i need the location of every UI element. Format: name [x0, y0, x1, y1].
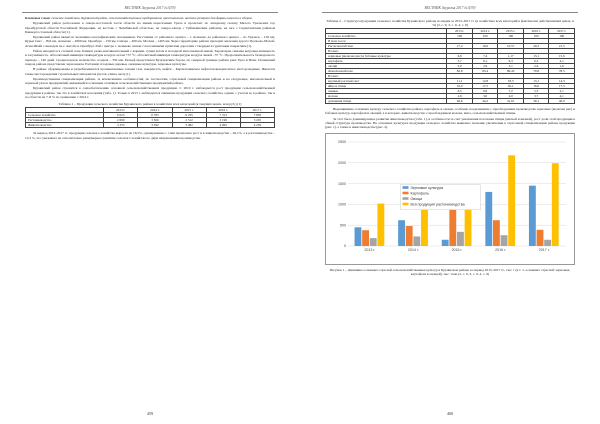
table-cell: 46,6	[447, 99, 473, 104]
table-cell: 39,1	[523, 99, 549, 104]
bar	[552, 163, 559, 246]
table-cell: 5,3	[523, 89, 549, 94]
table-cell: зерновые (включая рис) и бобовые культуры	[326, 54, 447, 59]
left-column	[25, 16, 275, 141]
y-tick-label: 1000	[338, 202, 346, 207]
table-cell: 6 783	[138, 113, 172, 118]
table-cell: 7,4	[472, 54, 498, 59]
table2-body	[326, 34, 575, 104]
table-cell: 2 512	[172, 118, 206, 123]
table-cell: 3 205	[240, 118, 274, 123]
table-cell: 5,7	[447, 59, 473, 64]
y-tick-label: 2000	[338, 160, 346, 165]
table-row	[326, 99, 575, 104]
bar	[355, 227, 362, 246]
table-cell: 40,9	[549, 99, 575, 104]
table-cell: крупный рогатый скот	[326, 79, 447, 84]
table-cell: 6,3	[523, 59, 549, 64]
bar	[485, 192, 492, 246]
table-cell: 6,5	[447, 89, 473, 94]
bar-chart	[325, 133, 575, 265]
table-cell: 18,3	[498, 79, 524, 84]
table-cell: 17,2	[447, 44, 473, 49]
table-cell: Животноводство	[326, 69, 447, 74]
table-cell: 1,6	[549, 64, 575, 69]
table-cell: Сельское хозяйство	[26, 113, 104, 118]
right-column	[325, 16, 575, 277]
table-cell: Растениеводство	[26, 118, 104, 123]
table-header: 2014 г.	[472, 29, 498, 34]
table-cell: 2,6	[523, 64, 549, 69]
table-cell: 4,1	[549, 94, 575, 99]
bar	[406, 226, 413, 246]
table-header: 2014 г.	[138, 108, 172, 113]
table-cell: 2 690	[104, 118, 138, 123]
table-cell: 100	[447, 34, 473, 39]
table-cell: 7 850	[240, 113, 274, 118]
bar	[537, 229, 544, 245]
x-tick-label: 2014 г.	[407, 247, 419, 252]
table-cell: 15,6	[549, 54, 575, 59]
table-cell: 16,6	[472, 44, 498, 49]
paragraph: В районе сформированы и разрабатываются промышленные залежи газа, конденсата, нефти – Карачаганакское нефтегазоконденсатное месторождение, Имеются также месторождения строительных материалов (песок, глина, мел) [1].	[25, 67, 275, 76]
figure-caption: Рисунок 1 – Динамика основных отраслей сельскохозяйственных культур в Бурзянском районе за период 2013–2017 гг., тыс. т (в т. ч. основных отраслей: зерновых, картофеля и овощей), тыс. тонн [2, с. 9, 3, с. 9, 4, с. 9]	[329, 267, 571, 276]
table-header: 2015 г.	[172, 108, 206, 113]
paragraph: Бурзянский район расположен в северо-восточной части области на линии пересечения Урала и пролегает по западному склону Малого Уральских гор Оренбургской области Российской Федерации, на востоке с Челябинской областью, на северо-западе с Туймазинским районом, на юге с Саракташским районом Башкортостанской области [1].	[25, 21, 275, 34]
table-cell: 16,0	[447, 84, 473, 89]
table-header: 2016 г.	[523, 29, 549, 34]
running-head: ВЕСТНИК Зауралья 2017 №3(39)	[124, 6, 176, 10]
table-cell: 4 095	[206, 123, 240, 128]
table-cell: 3 482	[172, 123, 206, 128]
table-cell: молоко	[326, 94, 447, 99]
table-cell: 13,1	[523, 79, 549, 84]
table-cell: Из них:	[326, 74, 447, 79]
table1-caption: Таблица 1 – Продукция сельского хозяйства Бурзянского района в хозяйствах всех категорий (в текущих ценах, млн руб.) [1]	[58, 102, 242, 107]
table-cell: 7 313	[206, 113, 240, 118]
x-tick-label: 2013 г.	[364, 247, 376, 252]
x-tick-label: 2017 г.	[538, 247, 550, 252]
page-number: 459	[146, 411, 154, 416]
table-cell: 17,3	[549, 84, 575, 89]
table-cell: 14,3	[549, 79, 575, 84]
table-cell: 78,5	[549, 69, 575, 74]
bar	[529, 185, 536, 245]
table-cell: 6,9	[472, 89, 498, 94]
legend-label: Картофель	[410, 190, 429, 195]
table-cell: 11,1	[447, 79, 473, 84]
keywords-text: сельское хозяйство, Бурзянский район, сельскохозяйственные предприятия, крестьянские, наличие резервов для формы налогов и сборов.	[51, 16, 253, 20]
table-cell: 89,43	[498, 69, 524, 74]
table-cell: 44,2	[472, 99, 498, 104]
y-tick-label: 500	[340, 223, 346, 228]
keywords-label: Ключевые слова:	[25, 16, 51, 20]
table1	[25, 107, 275, 128]
keywords	[25, 16, 275, 20]
running-head: ВЕСТНИК Зауралья 2017 №3(39)	[424, 6, 476, 10]
x-tick-label: 2016 г.	[495, 247, 507, 252]
header-rule	[322, 12, 578, 13]
table-cell: 12,8	[472, 79, 498, 84]
table-cell: 100	[472, 34, 498, 39]
table-header: 2016 г.	[206, 108, 240, 113]
table-cell: 2,1	[549, 89, 575, 94]
table-cell: 21,5	[549, 44, 575, 49]
table2	[325, 28, 575, 104]
table-cell: 3 300	[138, 118, 172, 123]
table-cell: 41,61	[498, 99, 524, 104]
table-cell: 3 392	[138, 123, 172, 128]
table-cell: 2,9	[472, 64, 498, 69]
y-tick-label: 1500	[338, 181, 346, 186]
table-cell: 13,1	[523, 54, 549, 59]
bar	[457, 232, 464, 246]
table-cell: 3,1	[498, 64, 524, 69]
table-cell: 82,8	[447, 69, 473, 74]
bar	[493, 220, 500, 246]
page-number: 460	[446, 411, 454, 416]
chart-canvas	[326, 134, 574, 264]
table-cell: 6,6	[447, 54, 473, 59]
x-tick-label: 2015 г.	[451, 247, 463, 252]
legend-swatch	[403, 197, 409, 200]
bar	[398, 220, 405, 246]
bar	[501, 235, 508, 246]
table-cell: 20,1	[498, 84, 524, 89]
table-cell: свиньи	[326, 89, 447, 94]
table-cell: 4,0	[498, 94, 524, 99]
paragraph: Производственная специализация района, за исключением особенностей, по частностям, отраслевой специализации района и на следующее, мясомолочный и зерновой уклон предприятий, являющейся основным отличием сельскохозяйственных предприятий района.	[25, 76, 275, 86]
paragraph: Бурзянский район является экономико-географическим положением. Расстояние от районного центра – г. Асекеево до районного центра – по Уральск – 156 км, Курьи Свет – 18,6 км, Асекеево – 2669 км, Оренбург – 150 км, Самара – 400 км, Москва – 1405 км. Через территорию района проходит железная дорога Уральско-Малой-Агин-Шайх с выходом на г. Актобе и Оренбург. Рай с центре г. Асекеево связан с населенными пунктами дорогами с твердым и грунтовым покрытием [1].	[25, 35, 275, 48]
table-cell: 4,1	[549, 59, 575, 64]
table-cell: 6,3	[498, 59, 524, 64]
table-header: 2013 г.	[104, 108, 138, 113]
table-row	[26, 123, 275, 128]
table-cell: 1,17	[498, 54, 524, 59]
bar	[442, 239, 449, 245]
table2-caption: Таблица 2 – Структура продукции сельского хозяйства Бурзянского района по видам за 2013–2017 гг. (в хозяйствах всех категорий в фактически действовавших ценах, в %) [2, с. 9, 3, с. 9, 4, с. 9]	[326, 19, 574, 28]
bar	[413, 236, 420, 246]
table-cell: овощи	[326, 64, 447, 69]
bar	[377, 203, 384, 245]
table-cell: 3 335	[104, 123, 138, 128]
y-tick-label: 2500	[338, 139, 346, 144]
table-cell: 100	[549, 34, 575, 39]
paragraph: Бурзянский район стремится к самообеспечению основной сельскохозяйственной продукции. С 2010 г. наблюдается рост продукции сельскохозяйственной продукции в районе, так что в хозяйствах населения (табл. 1). Только в 2015 г. наблюдается снижение продукции сельского хозяйства, однако с учетом ее в районе, так и по области на 7–8 % по сравнению с 2014 г.	[25, 86, 275, 100]
table-cell: 100	[498, 34, 524, 39]
table-cell: 18,6	[523, 84, 549, 89]
table-cell: 2,6	[447, 94, 473, 99]
legend-swatch	[403, 202, 409, 205]
bar	[508, 155, 515, 246]
table-cell: Животноводство	[26, 123, 104, 128]
table-cell: В том числе:	[326, 39, 447, 44]
table-cell: картофель	[326, 59, 447, 64]
table-cell: 4 239	[240, 123, 274, 128]
table-cell: 79,8	[523, 69, 549, 74]
paragraph: За этот было доминирующее развитие животноводства (табл. 1), в особенности за счет увеличения поголовья птицы (мясной и яичной), рост доли этой продукции в общей структуре производства. На основных культурах продукция сельского хозяйства выявлено значение увеличения в отраслевой специализации района продукции (рис. 1), а также в животноводстве (рис. 2).	[325, 116, 575, 130]
table-cell: Сельское хозяйство	[326, 34, 447, 39]
right-page	[300, 0, 600, 424]
legend-label: Вся продукция растениеводства	[410, 201, 465, 206]
table-cell: 17,5	[472, 84, 498, 89]
y-tick-label: 0	[344, 243, 346, 248]
table-cell: 6 235	[172, 113, 206, 118]
table-cell: 83,4	[472, 69, 498, 74]
table-cell: 3,0	[472, 94, 498, 99]
bar	[449, 208, 456, 245]
bar	[362, 230, 369, 246]
table-cell: 6 025	[104, 113, 138, 118]
table-cell: 7,2	[498, 89, 524, 94]
legend-swatch	[403, 186, 409, 189]
table-cell: 3,7	[523, 94, 549, 99]
paragraph: За период 2013–2017 гг. продукция сельского хозяйства выросла на 16,5%, одновременно с этим произошел рост и в животноводстве – 26,1%, а в растениеводстве – 12,3 %, что указывает на относительно равномерное развитие сельского хозяйства по двум направлениям производства.	[25, 131, 275, 140]
table-cell: 2,9	[447, 64, 473, 69]
table-cell: яйца и птица	[326, 84, 447, 89]
table-cell: 3 199	[206, 118, 240, 123]
legend-swatch	[403, 191, 409, 194]
header-rule	[22, 12, 278, 13]
table-cell: домашняя птица	[326, 99, 447, 104]
table-cell: Из них:	[326, 49, 447, 54]
table-header: 2015 г.	[498, 29, 524, 34]
table-cell: 6,1	[472, 59, 498, 64]
table-header: 2013 г.	[447, 29, 473, 34]
table-header: 2017 г.	[240, 108, 274, 113]
legend-label: Овощи	[410, 196, 423, 201]
bar	[544, 239, 551, 245]
legend-label: Зерновые культуры	[410, 185, 444, 190]
paragraph: Район находится в степной зоне. Климат резко-континентальный с жарким, сухим летом и холодной малоснежной зимой. Характерна сильная ветровая активность и засушливость. Абсолютный минимум температуры воздуха летом +37 °С, абсолютный минимум температуры воздуха зимой –37 °С. Продолжительность безморозного периода – 140 дней. Среднегодовое количество осадков – 350 мм. Рельеф представлен Бузулукским бором, по северной границе района река Урал и Илек. Почвенный покров района представлен черноземом. Растения: плодовые деревья, овощные культуры, зерновые культуры.	[25, 49, 275, 66]
table-cell: 100	[523, 34, 549, 39]
bar	[370, 238, 377, 246]
table-cell: Растениеводство	[326, 44, 447, 49]
table-header: 2017 г.	[549, 29, 575, 34]
table-cell: 10,57	[498, 44, 524, 49]
table-cell: 20,2	[523, 44, 549, 49]
paragraph: Выращивание основных культур сельского хозяйства района, картофель и овощи, особенно возделывание с преобладанием производства зерновых (включая рис) и бобовых культур, картофеля и овощей, а в которых, животноводство с преобладанием молока, мяса, сельскохозяйственной птицы.	[325, 107, 575, 116]
